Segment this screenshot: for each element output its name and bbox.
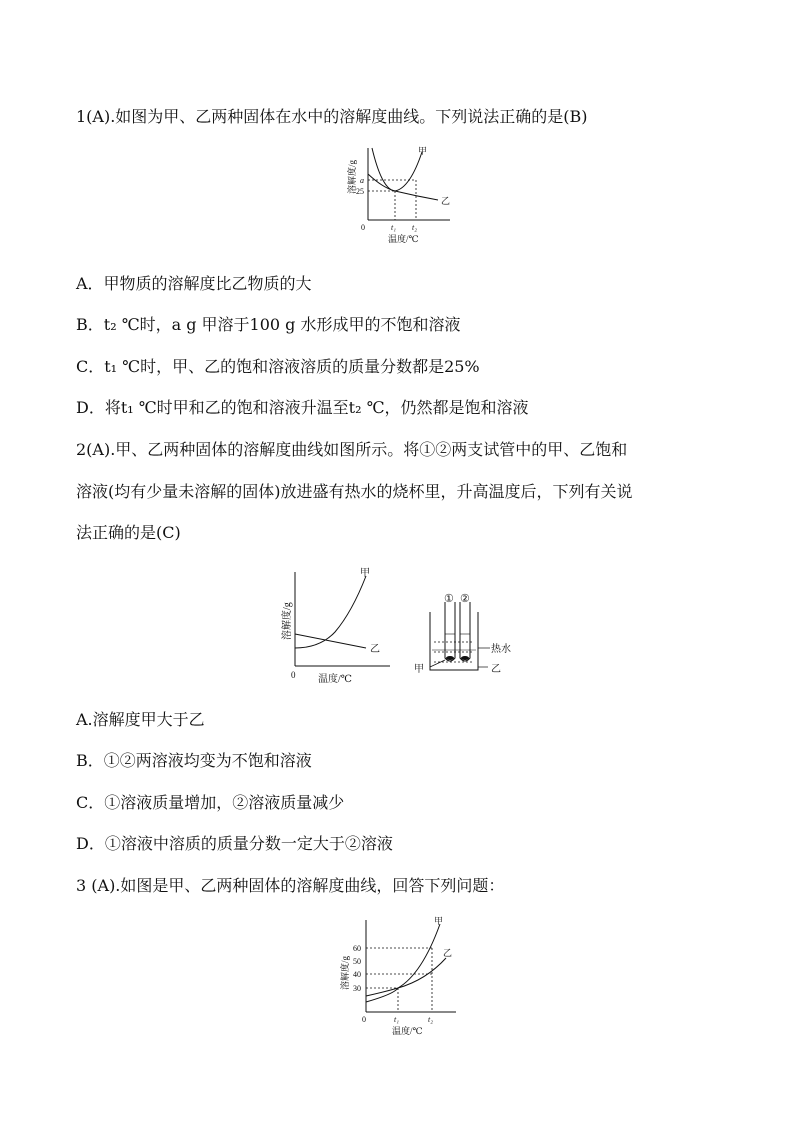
- q2-left-label: 甲: [414, 664, 424, 675]
- q2-ylabel: 溶解度/g: [282, 602, 293, 640]
- q3-ytick-30: 30: [353, 984, 361, 993]
- q2-tube-2: [460, 602, 470, 661]
- q3-xtick-t1: t₁: [394, 1015, 400, 1024]
- q2-option-c: C．①溶液质量增加，②溶液质量减少: [76, 793, 345, 812]
- q3-xtick-0: 0: [362, 1015, 366, 1024]
- q2-beaker: [430, 602, 478, 670]
- q3-curve-yi: [366, 958, 446, 996]
- q2-label-jia: 甲: [360, 568, 370, 579]
- q1-xtick-0: 0: [361, 223, 365, 232]
- q1-option-a: A．甲物质的溶解度比乙物质的大: [76, 274, 312, 293]
- q1-curve-jia: [372, 148, 422, 191]
- q1-xtick-t1: t₁: [391, 223, 397, 232]
- q2-xlabel: 温度/℃: [318, 674, 352, 685]
- q3-stem: 3 (A).如图是甲、乙两种固体的溶解度曲线，回答下列问题：: [76, 876, 505, 895]
- q1-ytick-25: 25: [356, 187, 364, 196]
- q2-stem-line-3: 法正确的是(C): [76, 523, 181, 542]
- q1-option-d: D．将t₁ ℃时甲和乙的饱和溶液升温至t₂ ℃，仍然都是饱和溶液: [76, 398, 529, 417]
- q1-ytick-a: a: [360, 176, 364, 185]
- q1-option-c: C．t₁ ℃时，甲、乙的饱和溶液溶质的质量分数都是25%: [76, 357, 480, 376]
- q3-xlabel: 温度/℃: [392, 1026, 423, 1036]
- q2-stem-line-2: 溶液(均有少量未溶解的固体)放进盛有热水的烧杯里，升高温度后，下列有关说: [76, 482, 633, 501]
- q2-stem-line-1: 2(A).甲、乙两种固体的溶解度曲线如图所示。将①②两支试管中的甲、乙饱和: [76, 440, 628, 459]
- q2-curve-jia: [295, 576, 366, 648]
- q2-option-a: A.溶解度甲大于乙: [76, 710, 205, 729]
- q1-stem: 1(A).如图为甲、乙两种固体在水中的溶解度曲线。下列说法正确的是(B): [76, 107, 588, 126]
- q1-label-yi: 乙: [441, 196, 451, 206]
- q3-curve-jia: [366, 924, 440, 1002]
- q1-label-jia: 甲: [418, 146, 428, 156]
- q2-tube2-label: ②: [460, 593, 470, 605]
- q3-ylabel: 溶解度/g: [340, 955, 350, 990]
- q1-solubility-chart: [338, 142, 458, 246]
- q2-tube1-label: ①: [444, 593, 454, 605]
- q3-xtick-t2: t₂: [428, 1015, 434, 1024]
- q1-figure: [338, 142, 458, 250]
- q3-ytick-40: 40: [353, 970, 361, 979]
- q2-origin: 0: [291, 670, 296, 680]
- q1-ylabel: 溶解度/g: [347, 159, 357, 194]
- q3-solubility-chart: [334, 912, 464, 1040]
- q3-figure: [334, 912, 464, 1044]
- q1-option-b: B．t₂ ℃时，a g 甲溶于100 g 水形成甲的不饱和溶液: [76, 315, 461, 334]
- q2-figure: [280, 562, 520, 694]
- q2-option-d: D．①溶液中溶质的质量分数一定大于②溶液: [76, 834, 393, 853]
- q2-option-b: B．①②两溶液均变为不饱和溶液: [76, 751, 312, 770]
- q1-xtick-t2: t₂: [412, 223, 418, 232]
- q3-label-jia: 甲: [434, 916, 444, 926]
- q1-xlabel: 温度/℃: [388, 234, 419, 244]
- q3-ytick-50: 50: [353, 957, 361, 966]
- q2-label-yi: 乙: [370, 644, 380, 655]
- q3-label-yi: 乙: [443, 948, 453, 958]
- q2-solubility-chart: [280, 562, 520, 690]
- q2-right-label: 乙: [491, 664, 501, 675]
- q2-hot-water-label: 热水: [491, 644, 511, 655]
- q3-ytick-60: 60: [353, 944, 361, 953]
